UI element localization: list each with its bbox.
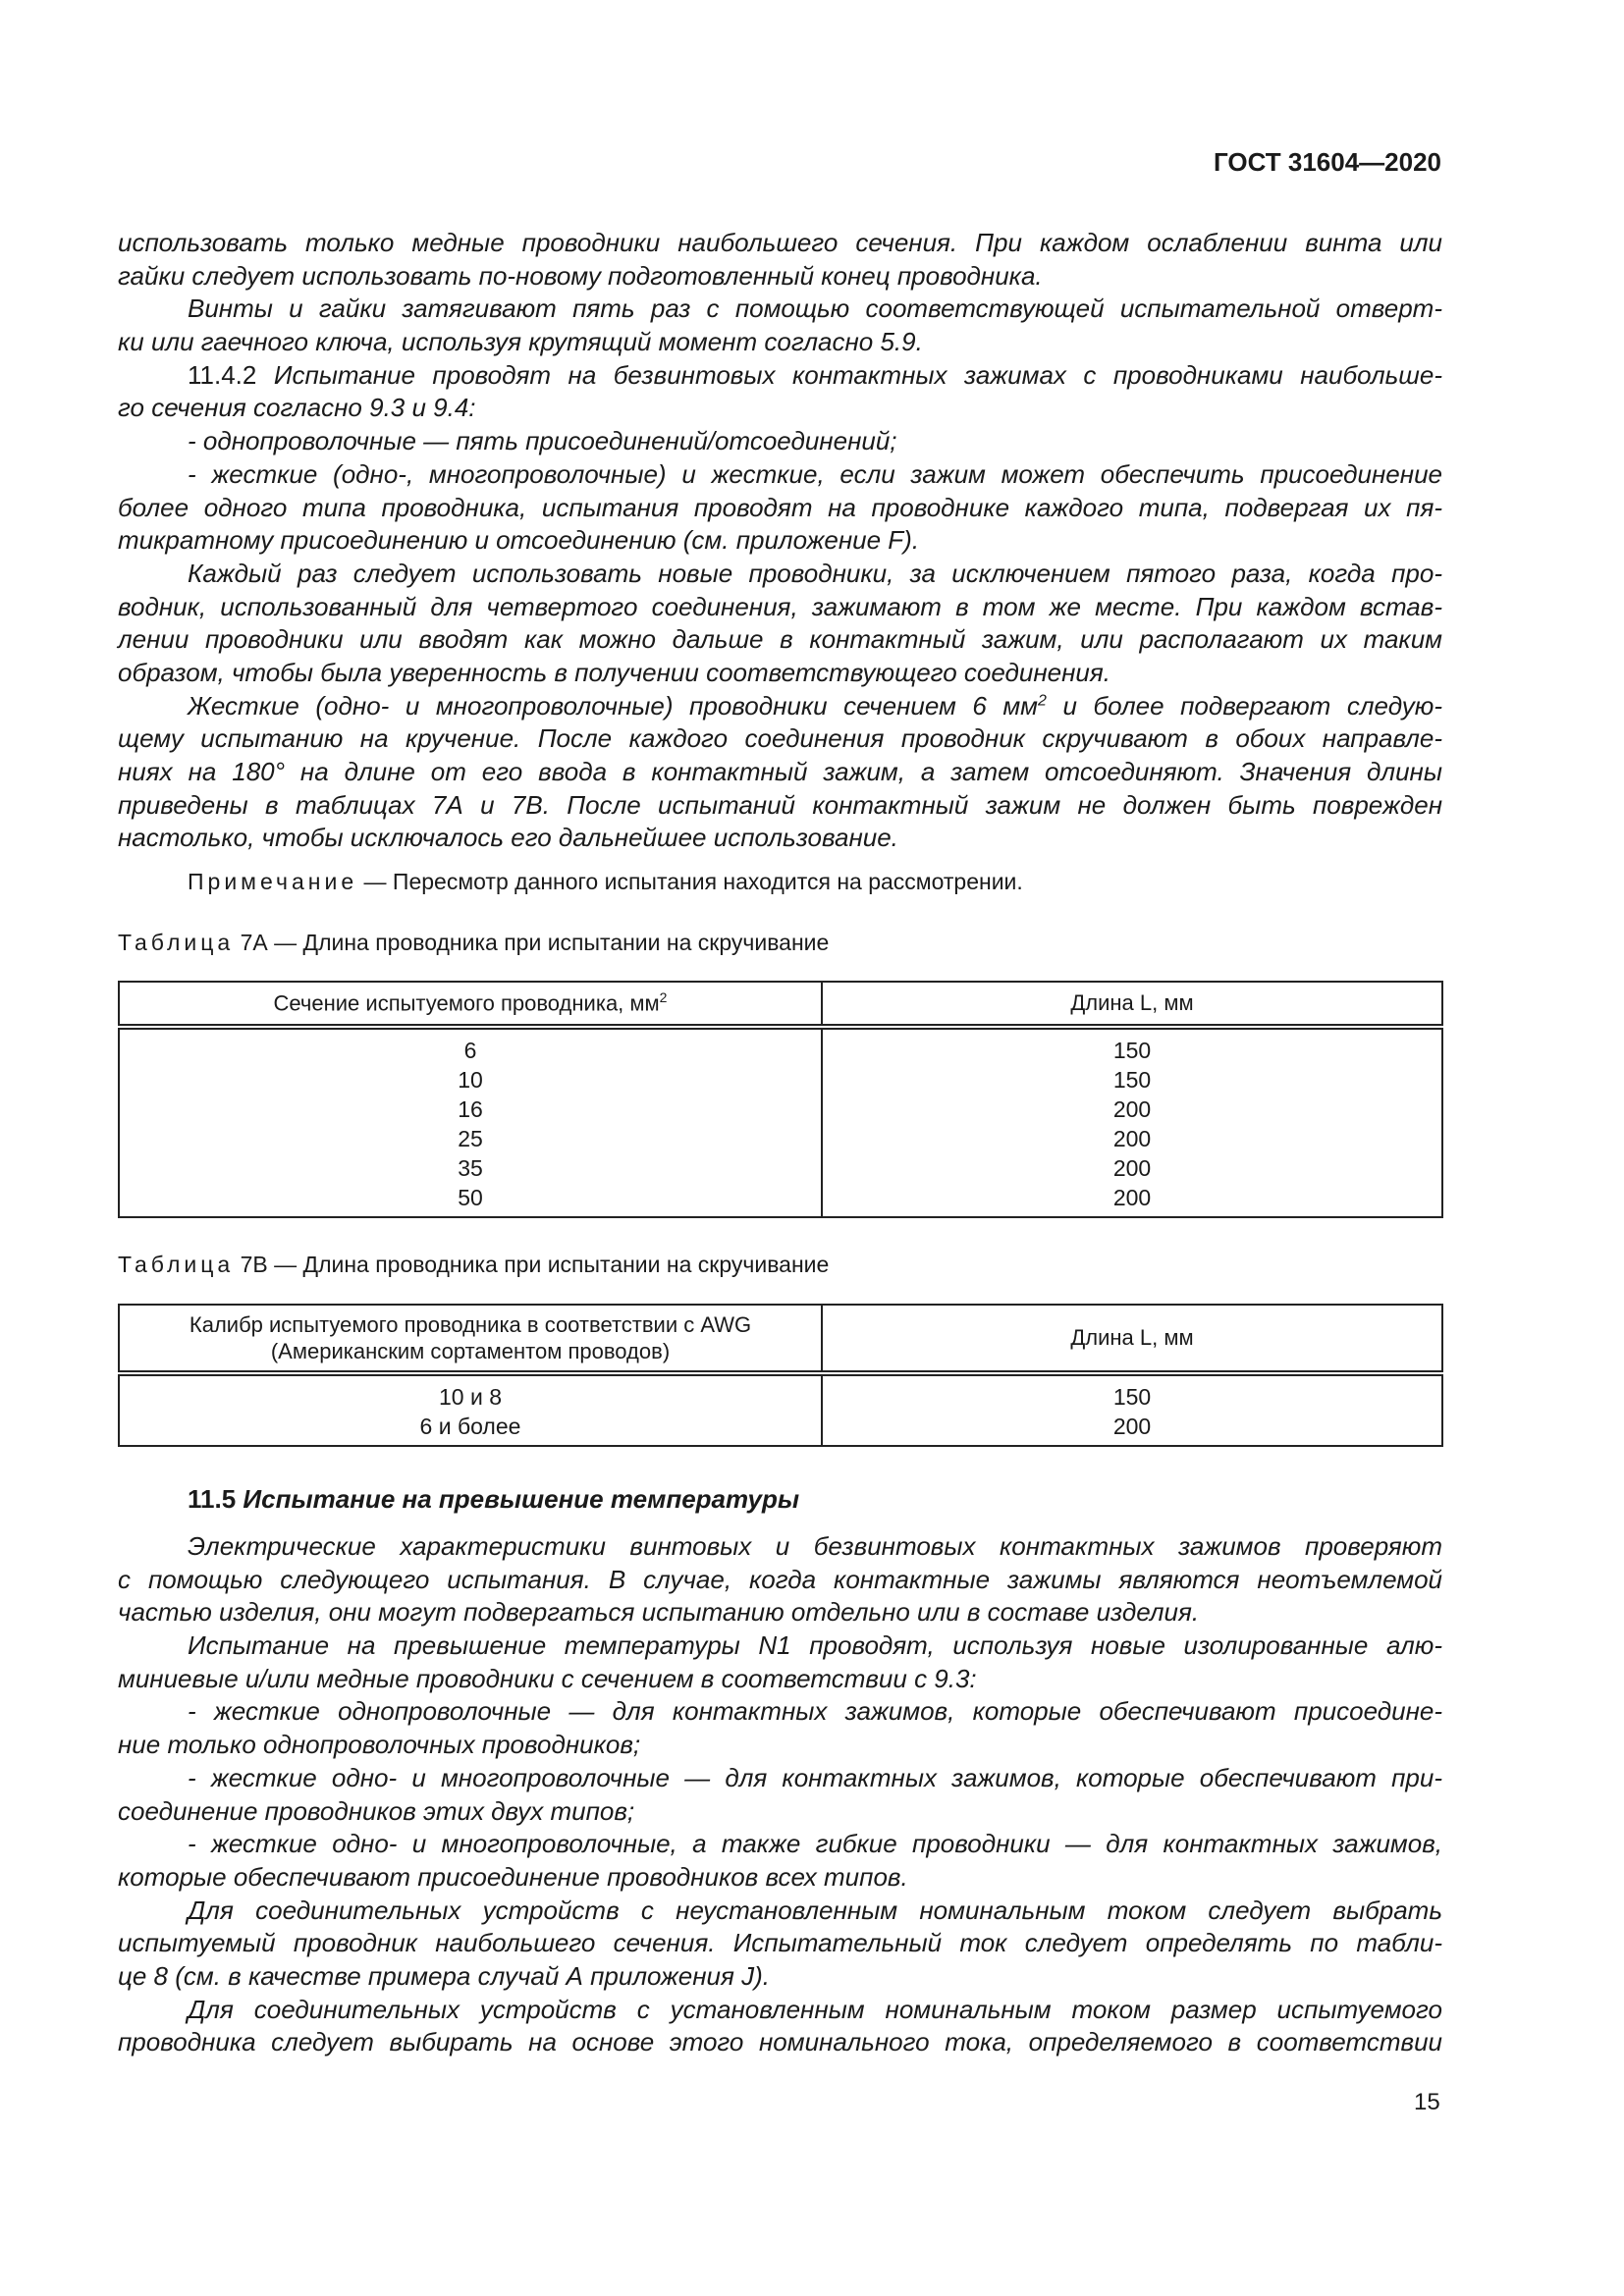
text-line bbox=[118, 1596, 1442, 1629]
text-line bbox=[118, 1762, 1442, 1795]
caption-label: Таблица bbox=[118, 930, 235, 955]
text-line bbox=[118, 1695, 1442, 1729]
line-text: Жесткие (одно- и многопроволочные) проводники сечением 6 мм bbox=[188, 690, 1039, 721]
text-line bbox=[118, 690, 1442, 723]
superscript: 2 bbox=[1038, 691, 1047, 709]
table-cell-lengths: 150 200 bbox=[822, 1373, 1442, 1446]
section-heading bbox=[188, 1484, 799, 1515]
text-line bbox=[118, 326, 1442, 359]
body-text-block-1 bbox=[118, 227, 1442, 855]
line-text: водник, использованный для четвертого соединения, зажимают в том же месте. При каждом встав- bbox=[118, 591, 1442, 621]
line-text: образом, чтобы была уверенность в получении соответствующего соединения. bbox=[118, 657, 1111, 687]
line-text: лении проводники или вводят как можно дальше в контактный зажим, или располагают их таким bbox=[118, 624, 1442, 655]
table-7b-caption bbox=[118, 1252, 829, 1278]
line-text: Каждый раз следует использовать новые проводники, за исключением пятого раза, когда про- bbox=[188, 558, 1442, 588]
line-text: - жесткие одно- и многопроволочные — для контактных зажимов, которые обеспечивают при- bbox=[188, 1762, 1442, 1792]
text-line bbox=[118, 1663, 1442, 1696]
line-text: - однопроволочные — пять присоединений/отсоединений; bbox=[188, 426, 897, 456]
text-line bbox=[118, 1795, 1442, 1829]
section-title: Испытание на превышение температуры bbox=[243, 1484, 800, 1514]
document-id: ГОСТ 31604—2020 bbox=[1214, 147, 1441, 177]
table-header-gauge bbox=[119, 1305, 822, 1373]
text-line bbox=[118, 359, 1442, 393]
text-line bbox=[118, 722, 1442, 756]
text-line bbox=[118, 1994, 1442, 2027]
line-text: гайки следует использовать по-новому подготовленный конец проводника. bbox=[118, 260, 1043, 291]
line-text: Электрические характеристики винтовых и безвинтовых контактных зажимов проверяют bbox=[188, 1531, 1442, 1561]
note-text: — Пересмотр данного испытания находится на рассмотрении. bbox=[357, 869, 1023, 894]
text-line bbox=[118, 1729, 1442, 1762]
line-text: и более подвергают следую- bbox=[1046, 690, 1442, 721]
text-line bbox=[118, 558, 1442, 591]
line-text: це 8 (см. в качестве примера случай А приложения J). bbox=[118, 1960, 771, 1991]
line-text: - жесткие (одно-, многопроволочные) и жесткие, если зажим может обеспечить присоединение bbox=[188, 458, 1442, 489]
line-text: настолько, чтобы исключалось его дальнейшее использование. bbox=[118, 823, 898, 853]
text-line bbox=[118, 591, 1442, 624]
table-7a-caption bbox=[118, 930, 829, 956]
text-line bbox=[118, 492, 1442, 525]
text-line bbox=[118, 458, 1442, 492]
line-text: приведены в таблицах 7А и 7В. После испытаний контактный зажим не должен быть поврежден bbox=[118, 789, 1442, 820]
table-cell-gauges: 10 и 8 6 и более bbox=[119, 1373, 822, 1446]
page-number: 15 bbox=[1414, 2089, 1440, 2115]
line-text: с помощью следующего испытания. В случае, когда контактные зажимы являются неотъемлемой bbox=[118, 1564, 1442, 1594]
text-line bbox=[118, 1564, 1442, 1597]
line-text: ниях на 180° на длине от его ввода в контактный зажим, а затем отсоединяют. Значения длины bbox=[118, 757, 1442, 786]
text-line bbox=[118, 1960, 1442, 1994]
text-line bbox=[118, 1530, 1442, 1564]
line-text: Испытание на превышение температуры N1 проводят, используя новые изолированные алю- bbox=[188, 1630, 1442, 1661]
caption-text: 7А — Длина проводника при испытании на скручивание bbox=[234, 930, 830, 955]
text-line bbox=[118, 524, 1442, 558]
table-cell-lengths: 150 150 200 200 200 200 bbox=[822, 1027, 1442, 1217]
superscript: 2 bbox=[659, 989, 668, 1006]
text-line bbox=[118, 1895, 1442, 1928]
line-text: более одного типа проводника, испытания проводят на проводнике каждого типа, подвергая их пя- bbox=[118, 492, 1442, 522]
line-text: - жесткие однопроволочные — для контактных зажимов, которые обеспечивают присоедине- bbox=[188, 1696, 1442, 1727]
header-line: (Американским сортаментом проводов) bbox=[270, 1339, 671, 1363]
caption-label: Таблица bbox=[118, 1252, 235, 1277]
line-text: щему испытанию на кручение. После каждого соединения проводник скручивают в обоих направле- bbox=[118, 723, 1442, 754]
text-line bbox=[118, 260, 1442, 294]
line-text: - жесткие одно- и многопроволочные, а также гибкие проводники — для контактных зажимов, bbox=[188, 1829, 1442, 1859]
line-text: Испытание проводят на безвинтовых контактных зажимах с проводниками наибольше- bbox=[273, 359, 1442, 390]
text-line bbox=[118, 227, 1442, 260]
line-text: ки или гаечного ключа, используя крутящий момент согласно 5.9. bbox=[118, 327, 923, 357]
text-line bbox=[118, 1828, 1442, 1861]
line-text: Для соединительных устройств с неустановленным номинальным током следует выбрать bbox=[188, 1895, 1442, 1925]
line-text: Для соединительных устройств с установленным номинальным током размер испытуемого bbox=[188, 1994, 1442, 2024]
line-text: ние только однопроволочных проводников; bbox=[118, 1730, 641, 1760]
text-line bbox=[118, 789, 1442, 823]
text-line bbox=[118, 425, 1442, 458]
table-cell-sections: 6 10 16 25 35 50 bbox=[119, 1027, 822, 1217]
table-7a bbox=[118, 981, 1443, 1218]
table-7b bbox=[118, 1304, 1443, 1447]
table-header-length: Длина L, мм bbox=[822, 1305, 1442, 1373]
section-number: 11.5 bbox=[188, 1484, 244, 1514]
line-text: которые обеспечивают присоединение проводников всех типов. bbox=[118, 1861, 908, 1892]
text-line bbox=[118, 293, 1442, 326]
line-text: Винты и гайки затягивают пять раз с помощью соответствующей испытательной отверт- bbox=[188, 294, 1442, 324]
line-text: частью изделия, они могут подвергаться испытанию отдельно или в составе изделия. bbox=[118, 1597, 1200, 1628]
table-header-length: Длина L, мм bbox=[822, 982, 1442, 1027]
text-line bbox=[118, 1927, 1442, 1960]
text-line bbox=[118, 2026, 1442, 2059]
line-text: тикратному присоединению и отсоединению (см. приложение F). bbox=[118, 525, 920, 556]
note-label: Примечание bbox=[188, 869, 358, 894]
text-line bbox=[118, 1629, 1442, 1663]
header-line: Калибр испытуемого проводника в соответствии с AWG bbox=[189, 1312, 752, 1337]
text-line bbox=[118, 1861, 1442, 1895]
line-text: проводника следует выбирать на основе этого номинального тока, определяемого в соответствии bbox=[118, 2027, 1442, 2057]
header-text: Сечение испытуемого проводника, мм bbox=[273, 990, 660, 1016]
table-header-section bbox=[119, 982, 822, 1027]
text-line bbox=[118, 392, 1442, 425]
clause-number: 11.4.2 bbox=[188, 359, 274, 390]
text-line bbox=[118, 822, 1442, 855]
text-line bbox=[118, 623, 1442, 657]
line-text: испытуемый проводник наибольшего сечения. Испытательный ток следует определять по табли- bbox=[118, 1928, 1442, 1958]
caption-text: 7В — Длина проводника при испытании на скручивание bbox=[234, 1252, 830, 1277]
line-text: соединение проводников этих двух типов; bbox=[118, 1795, 635, 1826]
text-line bbox=[118, 756, 1442, 789]
body-text-block-2 bbox=[118, 1530, 1442, 2059]
line-text: использовать только медные проводники наибольшего сечения. При каждом ослаблении винта или bbox=[118, 228, 1442, 257]
line-text: го сечения согласно 9.3 и 9.4: bbox=[118, 393, 476, 423]
note bbox=[188, 869, 1023, 895]
text-line bbox=[118, 657, 1442, 690]
line-text: миниевые и/или медные проводники с сечением в соответствии с 9.3: bbox=[118, 1663, 977, 1693]
